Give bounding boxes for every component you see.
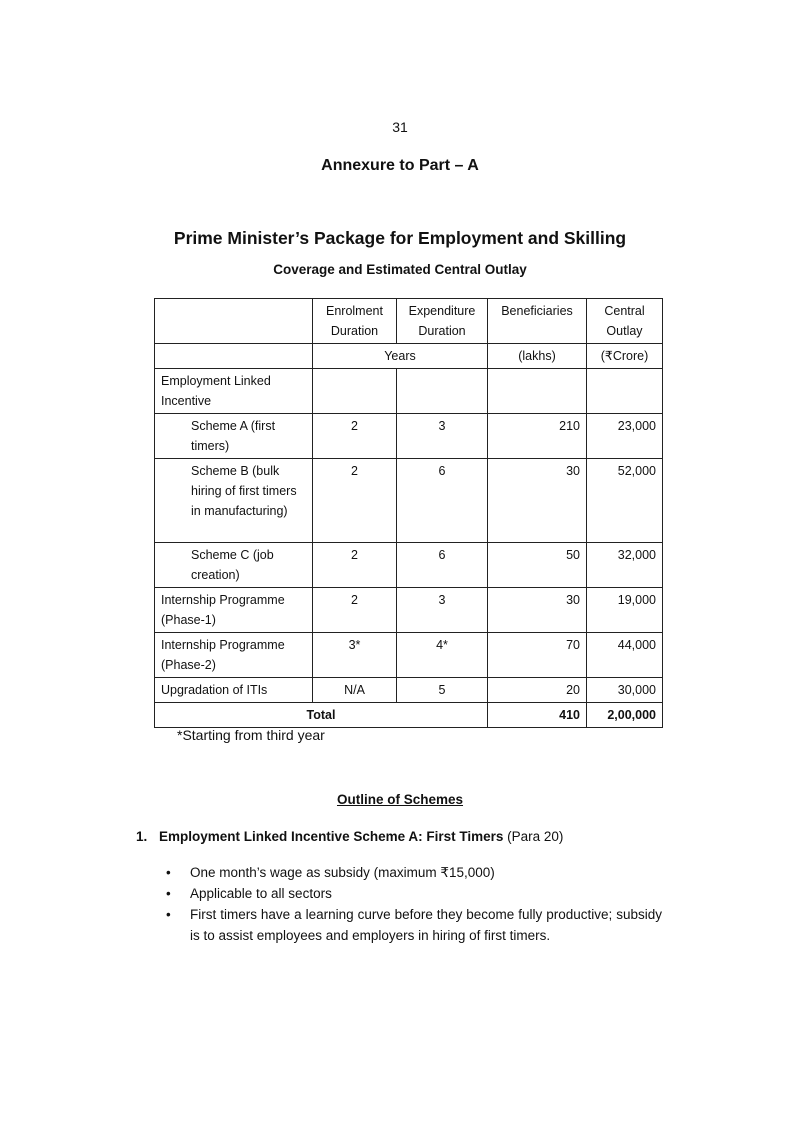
list-item: • One month’s wage as subsidy (maximum ₹15,000) [154, 862, 662, 883]
row-name: Internship Programme (Phase-2) [155, 633, 313, 678]
row-name: Upgradation of ITIs [155, 678, 313, 703]
empty-cell [587, 369, 663, 414]
page-number: 31 [392, 119, 408, 135]
section-title: Employment Linked Incentive Scheme A: First Timers [159, 829, 504, 844]
units-years: Years [313, 344, 488, 369]
units-beneficiaries: (lakhs) [488, 344, 587, 369]
table-row [155, 633, 663, 678]
row-name: Scheme B (bulk hiring of first timers in manufacturing) [155, 459, 313, 543]
cell-beneficiaries: 30 [488, 459, 587, 543]
cell-enrolment: N/A [313, 678, 397, 703]
footnote: *Starting from third year [177, 727, 325, 743]
cell-enrolment: 3* [313, 633, 397, 678]
table-row [155, 678, 663, 703]
cell-expenditure: 4* [397, 633, 488, 678]
cell-beneficiaries: 30 [488, 588, 587, 633]
cell-expenditure: 6 [397, 459, 488, 543]
total-label: Total [155, 703, 488, 728]
section-ref: (Para 20) [507, 829, 564, 844]
cell-outlay: 19,000 [587, 588, 663, 633]
cell-outlay: 30,000 [587, 678, 663, 703]
section-heading [136, 829, 563, 844]
group-label: Employment Linked Incentive [155, 369, 313, 414]
cell-expenditure: 3 [397, 588, 488, 633]
group-row [155, 369, 663, 414]
cell-expenditure: 3 [397, 414, 488, 459]
cell-beneficiaries: 20 [488, 678, 587, 703]
cell-beneficiaries: 210 [488, 414, 587, 459]
cell-expenditure: 6 [397, 543, 488, 588]
header-enrolment: Enrolment Duration [313, 299, 397, 344]
total-outlay: 2,00,000 [587, 703, 663, 728]
annexure-title: Annexure to Part – A [321, 157, 479, 174]
list-item: • First timers have a learning curve before they become fully productive; subsidy is to assist employees and employers in hiring of first timers. [154, 904, 662, 946]
row-name: Scheme C (job creation) [155, 543, 313, 588]
units-row [155, 344, 663, 369]
cell-enrolment: 2 [313, 588, 397, 633]
table-row [155, 543, 663, 588]
cell-enrolment: 2 [313, 414, 397, 459]
cell-beneficiaries: 70 [488, 633, 587, 678]
cell-enrolment: 2 [313, 459, 397, 543]
total-row [155, 703, 663, 728]
header-blank [155, 299, 313, 344]
cell-outlay: 23,000 [587, 414, 663, 459]
cell-outlay: 44,000 [587, 633, 663, 678]
cell-beneficiaries: 50 [488, 543, 587, 588]
main-title: Prime Minister’s Package for Employment and Skilling [173, 228, 627, 248]
units-blank [155, 344, 313, 369]
header-outlay: Central Outlay [587, 299, 663, 344]
cell-enrolment: 2 [313, 543, 397, 588]
list-item: • Applicable to all sectors [154, 883, 662, 904]
units-outlay: (₹Crore) [587, 344, 663, 369]
section-number: 1. [136, 829, 148, 844]
header-expenditure: Expenditure Duration [397, 299, 488, 344]
cell-expenditure: 5 [397, 678, 488, 703]
row-name: Scheme A (first timers) [155, 414, 313, 459]
table-row [155, 414, 663, 459]
empty-cell [313, 369, 397, 414]
outlay-table [154, 298, 663, 728]
outline-heading: Outline of Schemes [336, 792, 464, 807]
table-row [155, 588, 663, 633]
empty-cell [488, 369, 587, 414]
total-beneficiaries: 410 [488, 703, 587, 728]
table-row [155, 459, 663, 543]
empty-cell [397, 369, 488, 414]
subtitle: Coverage and Estimated Central Outlay [273, 262, 527, 277]
cell-outlay: 52,000 [587, 459, 663, 543]
row-name: Internship Programme (Phase-1) [155, 588, 313, 633]
bullet-list [154, 862, 662, 946]
cell-outlay: 32,000 [587, 543, 663, 588]
header-beneficiaries: Beneficiaries [488, 299, 587, 344]
header-row [155, 299, 663, 344]
